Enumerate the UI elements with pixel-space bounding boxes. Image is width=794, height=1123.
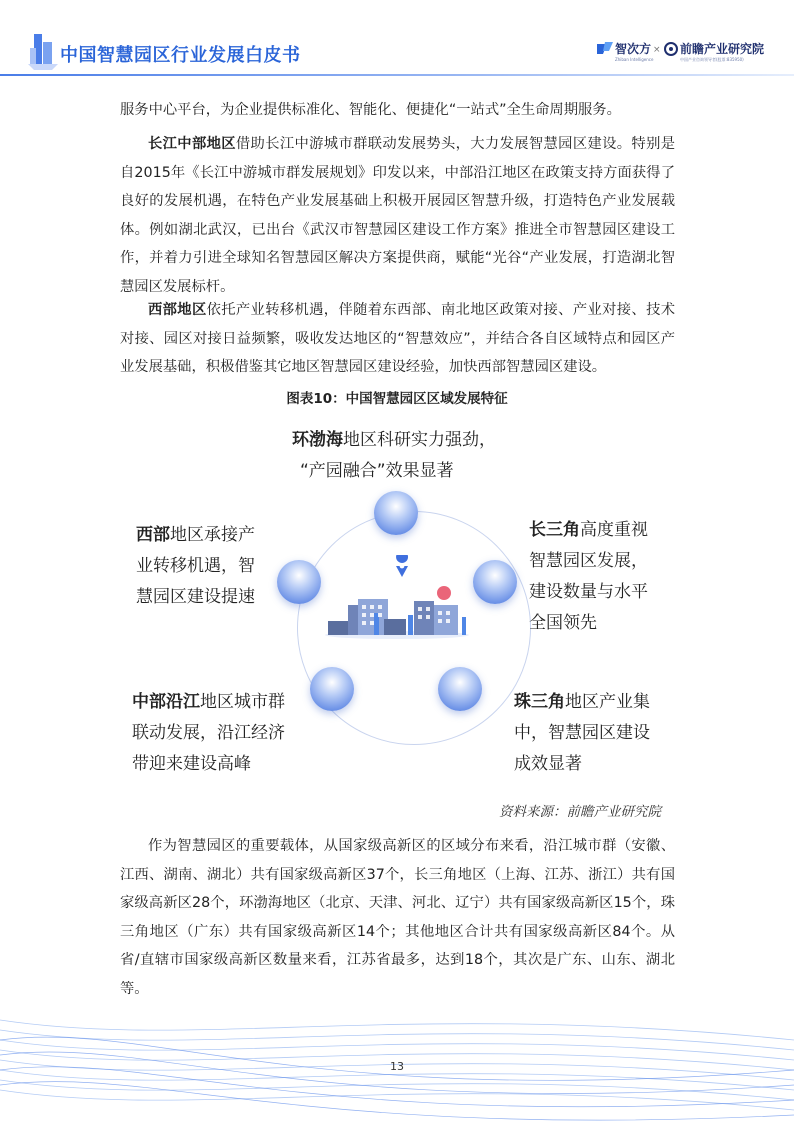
page-header [0, 0, 794, 80]
header-divider [0, 74, 794, 76]
label-bold: 西部 [136, 525, 170, 545]
region-name-west: 西部地区 [148, 302, 207, 318]
footer-wave-decoration [0, 980, 794, 1123]
label-line: “产园融合”效果显著 [300, 461, 454, 481]
label-line: 慧园区建设提速 [136, 587, 255, 607]
node-zhusanjiao [438, 667, 482, 711]
label-text: 高度重视 [580, 520, 648, 540]
qianzhan-mark-icon [664, 42, 678, 56]
paragraph-text: 依托产业转移机遇，伴随着东西部、南北地区政策对接、产业对接、技术对接、园区对接日益频繁，吸收发达地区的“智慧效应”，并结合各自区域特点和园区产业发展基础，积极借鉴其它地区智慧园区建设经验，加快西部智慧园区建设。 [120, 302, 676, 375]
brand-sub-zhicifang: Zhiban Intelligence [615, 57, 654, 62]
label-text: 地区城市群 [200, 692, 285, 712]
label-line: 业转移机遇，智 [136, 556, 255, 576]
label-line: 成效显著 [514, 754, 582, 774]
label-central [132, 687, 312, 780]
city-illustration [322, 555, 472, 640]
brand-sub-qianzhan: 中国产业咨询领导者(股票:835950) [680, 57, 744, 62]
label-line: 中，智慧园区建设 [514, 723, 650, 743]
paragraph-service-platform [120, 96, 675, 125]
paragraph-text: 服务中心平台，为企业提供标准化、智能化、便捷化“一站式”全生命周期服务。 [120, 102, 621, 118]
buildings-logo-icon [28, 30, 58, 72]
node-bohai [374, 491, 418, 535]
label-text: 地区承接产 [170, 525, 255, 545]
label-line: 智慧园区发展， [529, 551, 648, 571]
brand-name-zhicifang: 智次方 [615, 42, 652, 56]
label-text: 地区科研实力强劲， [343, 430, 496, 450]
label-bold: 珠三角 [514, 692, 565, 712]
label-line: 联动发展，沿江经济 [132, 723, 285, 743]
label-bold: 环渤海 [292, 430, 343, 450]
label-line: 带迎来建设高峰 [132, 754, 251, 774]
paragraph-text: 借助长江中游城市群联动发展势头，大力发展智慧园区建设。特别是自2015年《长江中游城市群发展规划》印发以来，中部沿江地区在政策支持方面获得了良好的发展机遇，在特色产业发展基础上积极开展园区智慧升级，打造特色产业发展载体。例如湖北武汉，已出台《武汉市智慧园区建设工作方案》推进全市智慧园区建设工作，并着力引进全球知名智慧园区解决方案提供商，赋能“光谷“产业发展，打造湖北智慧园区发展标杆。 [120, 136, 676, 295]
label-text: 地区产业集 [565, 692, 650, 712]
figure-title: 图表10：中国智慧园区区域发展特征 [286, 391, 508, 407]
label-bold: 长三角 [529, 520, 580, 540]
paragraph-west [120, 296, 675, 382]
node-changsanjiao [473, 560, 517, 604]
node-central [310, 667, 354, 711]
document-title: 中国智慧园区行业发展白皮书 [60, 45, 301, 66]
brand-name-qianzhan: 前瞻产业研究院 [680, 42, 765, 56]
label-changsanjiao [529, 515, 689, 639]
label-line: 全国领先 [529, 613, 597, 633]
zhicifang-mark-icon [597, 42, 613, 56]
paragraph-central-yangtze [120, 130, 675, 301]
paragraph-high-tech-zones [120, 832, 675, 1003]
figure-source: 资料来源：前瞻产业研究院 [499, 804, 661, 820]
label-zhusanjiao [514, 687, 684, 780]
label-west [136, 520, 276, 613]
node-west [277, 560, 321, 604]
brand-separator: × [653, 45, 661, 55]
paragraph-text: 作为智慧园区的重要载体，从国家级高新区的区域分布来看，沿江城市群（安徽、江西、湖南、湖北）共有国家级高新区37个，长三角地区（上海、江苏、浙江）共有国家级高新区28个，环渤海地区（北京、天津、河北、辽宁）共有国家级高新区15个，珠三角地区（广东）共有国家级高新区14个；其他地区合计共有国家级高新区84个。从省/直辖市国家级高新区数量来看，江苏省最多，达到18个，其次是广东、山东、湖北等。 [120, 838, 675, 997]
page-number: 13 [390, 1060, 404, 1073]
label-line: 建设数量与水平 [529, 582, 648, 602]
label-bohai [292, 425, 512, 487]
region-name-central: 长江中部地区 [148, 136, 236, 152]
region-diagram [0, 415, 794, 795]
label-bold: 中部沿江 [132, 692, 200, 712]
